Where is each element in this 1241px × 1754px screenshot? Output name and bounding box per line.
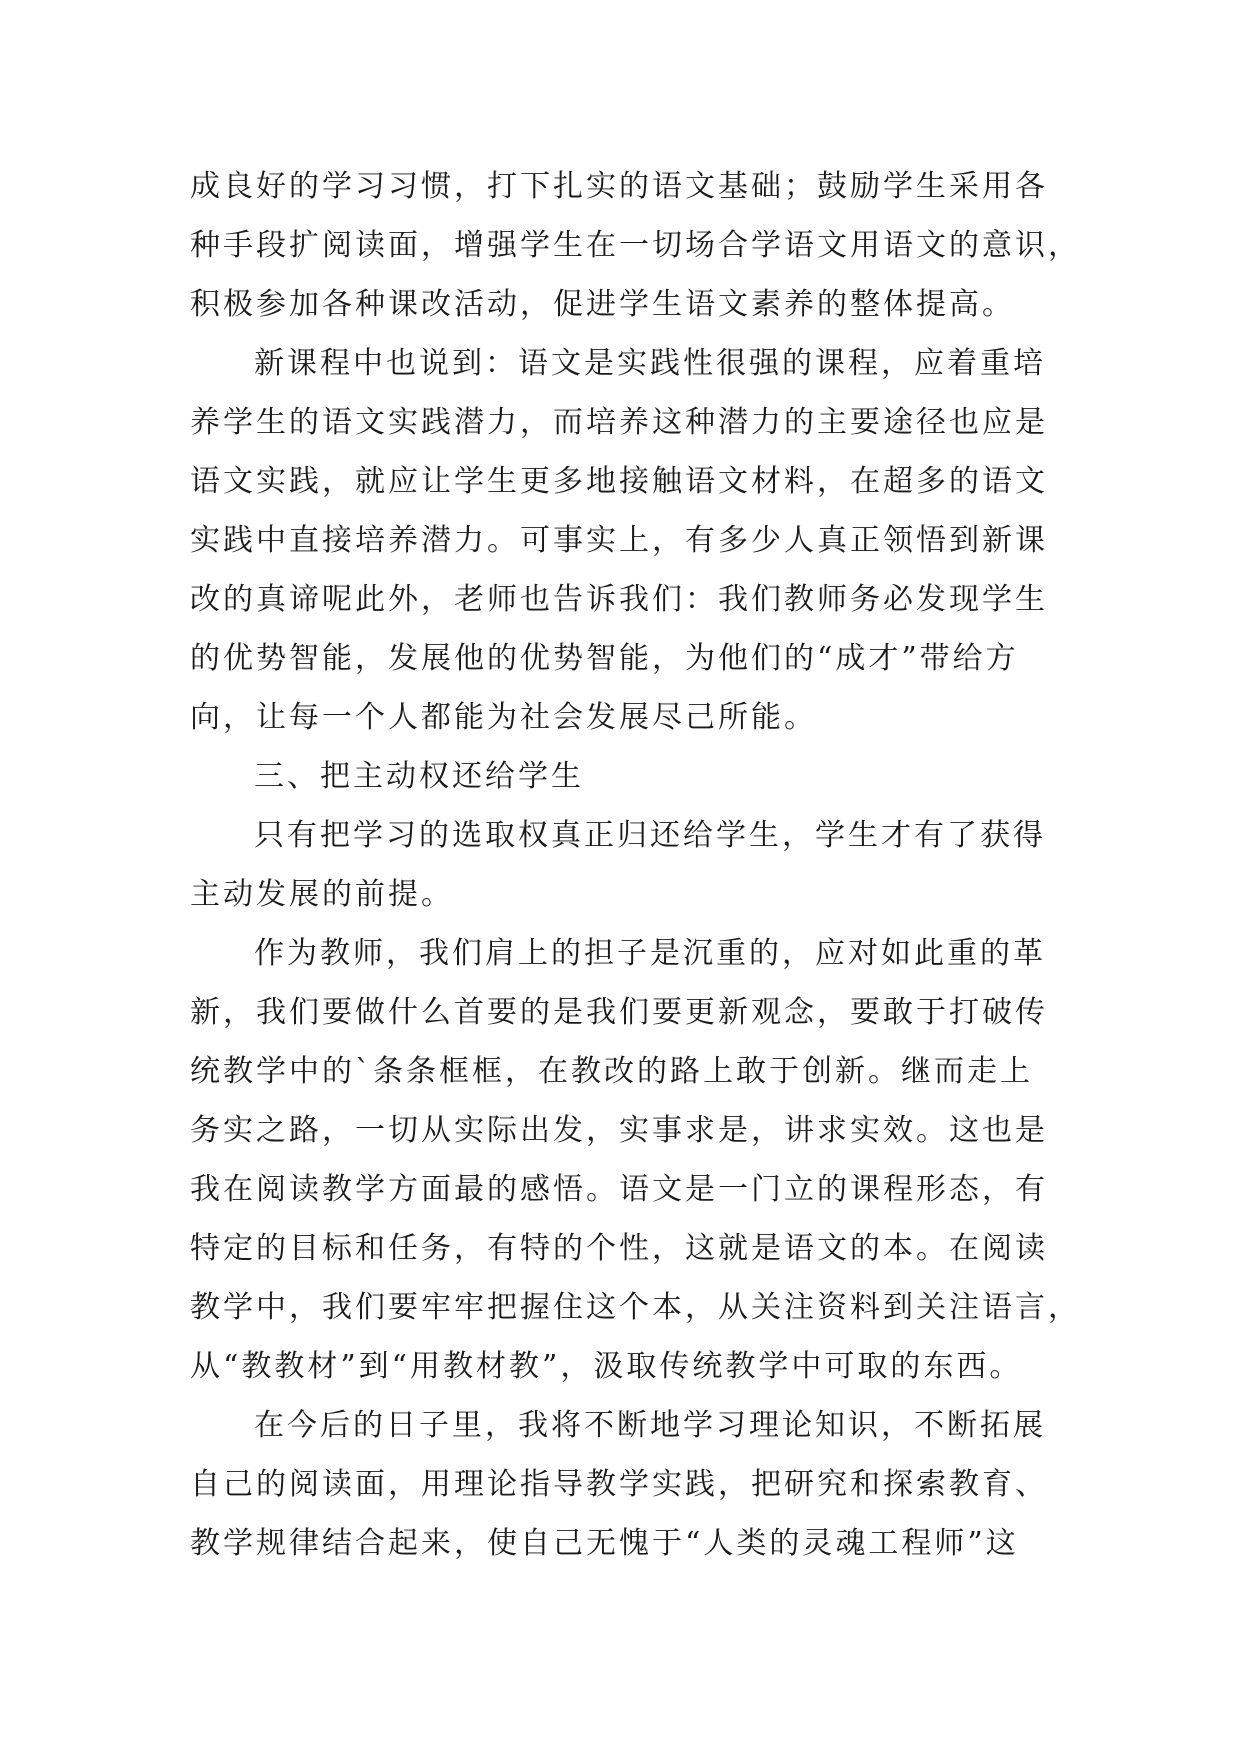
text-line: 教学中，我们要牢牢把握住这个本，从关注资料到关注语言， — [190, 1290, 1081, 1325]
text-line: 我在阅读教学方面最的感悟。语文是一门立的课程形态，有 — [190, 1172, 1048, 1207]
text-line: 实践中直接培养潜力。可事实上，有多少人真正领悟到新课 — [190, 523, 1048, 558]
section-heading: 三、把主动权还给学生 — [254, 759, 584, 794]
text-line: 只有把学习的选取权真正归还给学生，学生才有了获得 — [254, 818, 1046, 853]
text-line: 成良好的学习习惯，打下扎实的语文基础；鼓励学生采用各 — [190, 169, 1048, 204]
text-line: 主动发展的前提。 — [190, 877, 454, 912]
text-line: 自己的阅读面，用理论指导教学实践，把研究和探索教育、 — [190, 1467, 1048, 1502]
text-line: 在今后的日子里，我将不断地学习理论知识，不断拓展 — [254, 1408, 1046, 1443]
text-line: 作为教师，我们肩上的担子是沉重的，应对如此重的革 — [254, 936, 1046, 971]
document-body — [190, 157, 1081, 1573]
text-line: 的优势智能，发展他的优势智能，为他们的“成才”带给方 — [190, 641, 1019, 676]
text-line: 向，让每一个人都能为社会发展尽己所能。 — [190, 700, 817, 735]
text-line: 积极参加各种课改活动，促进学生语文素养的整体提高。 — [190, 287, 1015, 322]
text-line: 养学生的语文实践潜力，而培养这种潜力的主要途径也应是 — [190, 405, 1048, 440]
text-line: 新课程中也说到：语文是实践性很强的课程，应着重培 — [254, 346, 1046, 381]
text-line: 种手段扩阅读面，增强学生在一切场合学语文用语文的意识， — [190, 228, 1081, 263]
text-line: 统教学中的`条条框框，在教改的路上敢于创新。继而走上 — [190, 1054, 1033, 1089]
text-line: 语文实践，就应让学生更多地接触语文材料，在超多的语文 — [190, 464, 1048, 499]
text-line: 教学规律结合起来，使自己无愧于“人类的灵魂工程师”这 — [190, 1526, 1019, 1561]
text-line: 改的真谛呢此外，老师也告诉我们：我们教师务必发现学生 — [190, 582, 1048, 617]
text-line: 新，我们要做什么首要的是我们要更新观念，要敢于打破传 — [190, 995, 1048, 1030]
text-line: 特定的目标和任务，有特的个性，这就是语文的本。在阅读 — [190, 1231, 1048, 1266]
text-line: 务实之路，一切从实际出发，实事求是，讲求实效。这也是 — [190, 1113, 1048, 1148]
text-line: 从“教教材”到“用教材教”，汲取传统教学中可取的东西。 — [190, 1349, 1023, 1384]
